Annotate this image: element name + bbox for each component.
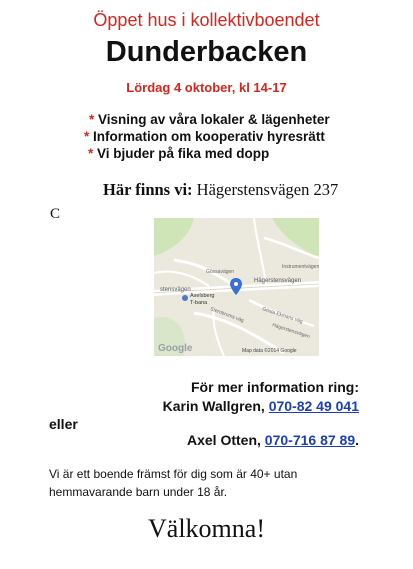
google-logo: Google <box>158 343 193 354</box>
map-label: Hägerstensvägen <box>254 278 302 284</box>
bullet-marker: * <box>89 112 95 127</box>
bullet-text: Visning av våra lokaler & lägenheter <box>94 112 330 127</box>
location-label: Här finns vi: <box>103 180 193 199</box>
map-label: Gösta Ekmans väg <box>261 306 304 325</box>
bullet-item-information <box>84 129 325 144</box>
map-label: T-bana <box>190 300 208 306</box>
map-label: Sternbroms väg <box>209 306 245 324</box>
map-canvas <box>154 218 319 356</box>
page-title: Dunderbacken <box>105 36 308 68</box>
event-date: Lördag 4 oktober, kl 14-17 <box>126 80 287 95</box>
contact-name: Karin Wallgren, <box>162 398 269 414</box>
contact-karin <box>163 398 359 414</box>
phone-link-axel[interactable]: 070-716 87 89 <box>264 432 356 448</box>
phone-link-karin[interactable]: 070-82 49 041 <box>268 398 359 414</box>
stray-character: C <box>50 206 61 222</box>
map-label: Gössavägen <box>206 269 235 275</box>
community-description: Vi är ett boende främst för dig som är 40+ utan hemmavarande barn under 18 år. <box>49 467 298 499</box>
welcome-text: Välkomna! <box>148 514 265 543</box>
location-map[interactable] <box>154 218 319 356</box>
contact-name: Axel Otten, <box>187 432 265 448</box>
bullet-text: Information om kooperativ hyresrätt <box>89 129 325 144</box>
contact-axel <box>187 432 359 448</box>
bullet-item-fika <box>88 146 269 161</box>
event-subtitle: Öppet hus i kollektivboendet <box>93 10 320 30</box>
location-address: Hägerstensvägen 237 <box>192 180 339 199</box>
bullet-marker: * <box>84 129 90 144</box>
bullet-item-viewing <box>89 112 330 127</box>
map-label: Hägerstensvägen <box>271 322 311 341</box>
bullet-marker: * <box>88 146 94 161</box>
bullet-text: Vi bjuder på fika med dopp <box>93 146 270 161</box>
or-separator: eller <box>49 416 78 432</box>
contact-suffix: . <box>355 432 359 448</box>
map-attribution: Map data ©2014 Google <box>242 348 297 354</box>
info-heading: För mer information ring: <box>191 379 359 395</box>
metro-station-icon <box>182 295 188 301</box>
location-line <box>103 180 338 200</box>
map-label: stensvägen <box>160 287 191 293</box>
map-label: Axelsberg <box>190 293 215 299</box>
map-label: Instrumentvägen <box>282 264 319 270</box>
